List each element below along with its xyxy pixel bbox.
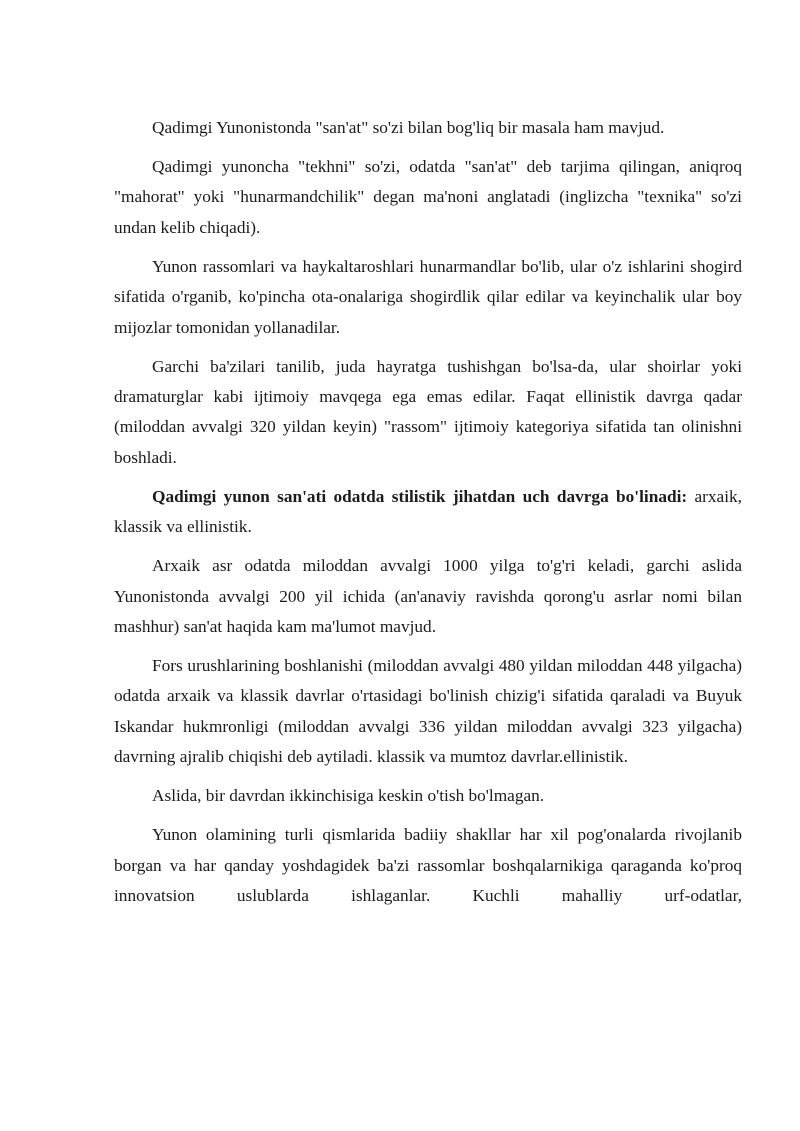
periods-bold-lead: Qadimgi yunon san'ati odatda stilistik jihatdan uch davrga bo'linadi: bbox=[152, 486, 688, 506]
paragraph-persian-wars: Fors urushlarining boshlanishi (miloddan avvalgi 480 yildan miloddan 448 yilgacha) odatda arxaik va klassik davrlar o'rtasidagi bo'linish chizig'i sifatida qaraladi va Buyuk Iskandar hukmronligi (miloddan avvalgi 336 yildan miloddan avvalgi 323 yilgacha) davrning ajralib chiqishi deb aytiladi. klassik va mumtoz davrlar.ellinistik. bbox=[114, 656, 742, 767]
paragraph-archaic: Arxaik asr odatda miloddan avvalgi 1000 yilga to'g'ri keladi, garchi aslida Yunonistonda avvalgi 200 yil ichida (an'anaviy ravishda qorong'u asrlar nomi bilan mashhur) san'at haqida kam ma'lumot mavjud. bbox=[114, 556, 742, 637]
paragraph-regional-styles: Yunon olamining turli qismlarida badiiy shakllar har xil pog'onalarda rivojlanib borgan va har qanday yoshdagidek ba'zi rassomlar boshqalarnikiga qaraganda ko'proq innovatsion uslublarda ishlaganlar. Kuchli mahalliy urf-odatlar, bbox=[114, 825, 742, 906]
paragraph-periods bbox=[114, 482, 742, 543]
paragraph-intro: Qadimgi Yunonistonda "san'at" so'zi bilan bog'liq bir masala ham mavjud. bbox=[152, 118, 665, 137]
paragraph-transition: Aslida, bir davrdan ikkinchisiga keskin o'tish bo'lmagan. bbox=[152, 786, 545, 806]
paragraph-tekhni: Qadimgi yunoncha "tekhni" so'zi, odatda "san'at" deb tarjima qilingan, aniqroq "mahorat" yoki "hunarmandchilik" degan ma'noni anglatadi (inglizcha "texnika" so'zi undan kelib chiqadi). bbox=[114, 157, 742, 237]
paragraph-social-status: Garchi ba'zilari tanilib, juda hayratga tushishgan bo'lsa-da, ular shoirlar yoki dramaturglar kabi ijtimoiy mavqega ega emas edilar. Faqat ellinistik davrga qadar (miloddan avvalgi 320 yildan keyin) "rassom" ijtimoiy kategoriya sifatida tan olinishni boshladi. bbox=[114, 356, 742, 467]
paragraph-artisans: Yunon rassomlari va haykaltaroshlari hunarmandlar bo'lib, ular o'z ishlarini shogird sifatida o'rganib, ko'pincha ota-onalariga shogirdlik qilar edilar va keyinchalik ular boy mijozlar tomonidan yollanadilar. bbox=[114, 256, 742, 337]
periods-rest: arxaik, klassik va ellinistik. bbox=[114, 486, 742, 537]
